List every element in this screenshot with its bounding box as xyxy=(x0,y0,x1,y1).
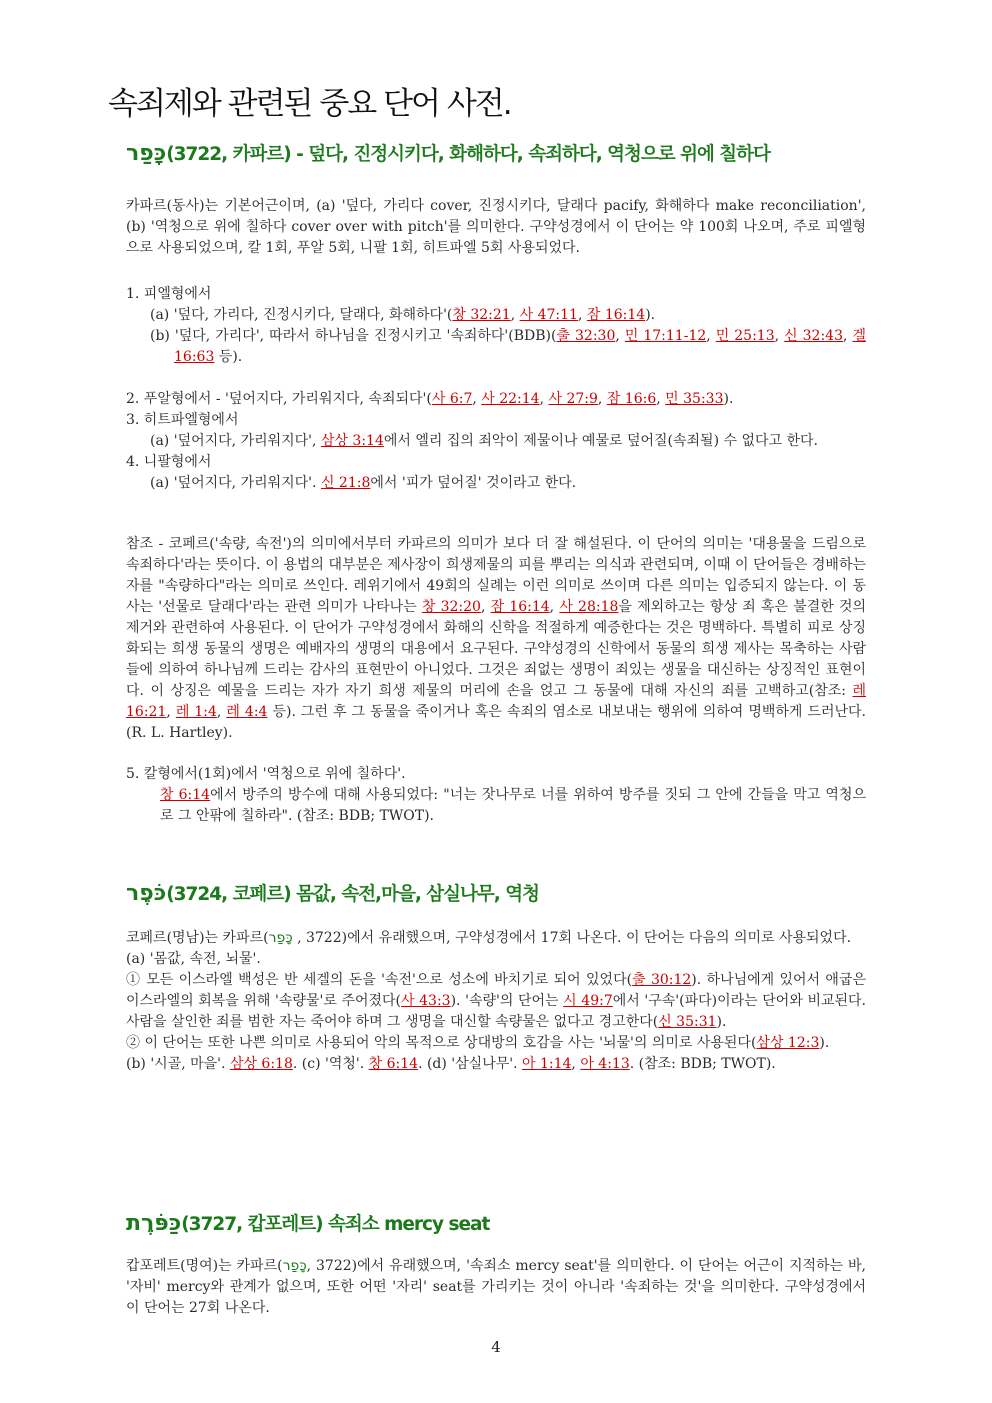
scripture-link[interactable]: 겔 16:63 xyxy=(174,328,866,365)
hebrew-word: כָּפַר xyxy=(126,141,167,166)
scripture-link[interactable]: 신 21:8 xyxy=(320,475,371,491)
hebrew-word: כָּפַר xyxy=(282,1258,307,1274)
sense-1a: (a) '덮다, 가리다, 진정시키다, 달래다, 화해하다'(창 32:21, 사 47:11, 잠 16:14). xyxy=(150,307,656,323)
hebrew-word: כַּפֹּרֶת xyxy=(126,1211,182,1236)
scripture-link[interactable]: 사 43:3 xyxy=(401,993,451,1009)
scripture-link[interactable]: 레 4:4 xyxy=(226,704,268,720)
scripture-link[interactable]: 레 1:4 xyxy=(175,704,217,720)
entry2-intro: 코페르(명남)는 카파르(כָּפַר , 3722)에서 유래했으며, 구약성경에서 17회 나온다. 이 단어는 다음의 의미로 사용되었다. xyxy=(126,930,852,946)
entry2-body xyxy=(126,928,866,1075)
sense-4a: (a) '덮어지다, 가리워지다'. 신 21:8에서 '피가 덮어질' 것이라고 한다. xyxy=(150,475,577,491)
entry-heading-text: (3722, 카파르) - 덮다, 진정시키다, 화해하다, 속죄하다, 역청으로 위에 칠하다 xyxy=(166,144,770,165)
scripture-link[interactable]: 민 35:33 xyxy=(665,391,724,407)
sense-2: 2. 푸알형에서 - '덮어지다, 가리워지다, 속죄되다'(사 6:7, 사 22:14, 사 27:9, 잠 16:6, 민 35:33). xyxy=(126,391,734,407)
entry-heading-3722 xyxy=(126,140,770,166)
hebrew-word: כָּפַר xyxy=(268,930,293,946)
scripture-link[interactable]: 출 32:30 xyxy=(556,328,616,344)
entry1-sense-5 xyxy=(126,764,866,827)
entry-heading-3727 xyxy=(126,1210,489,1236)
scripture-link[interactable]: 잠 16:14 xyxy=(586,307,646,323)
scripture-link[interactable]: 신 32:43 xyxy=(784,328,843,344)
sense-1b: (b) '덮다, 가리다', 따라서 하나님을 진정시키고 '속죄하다'(BDB)(출 32:30, 민 17:11-12, 민 25:13, 신 32:43, 겔 16:63 등). xyxy=(150,328,866,365)
entry-heading-text: (3727, 캅포레트) 속죄소 mercy seat xyxy=(181,1214,490,1235)
entry1-note: 참조 - 코페르('속량, 속전')의 의미에서부터 카파르의 의미가 보다 더 잘 해설된다. 이 단어의 의미는 '대용물을 드림으로 속죄하다'라는 뜻이다. 이 용법의 대부분은 제사장이 희생제물의 피를 뿌리는 의식과 관련되며, 이때 이 단어들은 경배하는 자를 "속량하다"라는 의미로 쓰인다. 레위기에서 49회의 실례는 이런 의미로 쓰이며 다른 의미는 입증되지 않는다. 이 동사는 '선물로 달래다'라는 관련 의미가 나타나는 창 32:20, 잠 16:14, 사 28:18을 제외하고는 항상 죄 혹은 불결한 것의 제거와 관련하여 사용된다. 이 단어가 구약성경에서 화해의 신학을 적절하게 예증한다는 것은 명백하다. 특별히 피로 상징화되는 희생 동물의 생명은 예배자의 생명의 대용에서 요구된다. 구약성경의 신학에서 동물의 희생 제사는 목축하는 사람들에 의하여 하나님께 드리는 감사의 표현만이 아니었다. 그것은 죄없는 생명이 죄있는 생물을 대신하는 상징적인 표현이다. 이 상징은 예물을 드리는 자가 자기 희생 제물의 머리에 손을 얹고 그 동물에 대해 자신의 죄를 고백하고(참조: 레 16:21, 레 1:4, 레 4:4 등). 그런 후 그 동물을 죽이거나 혹은 속죄의 염소로 내보내는 행위에 의하여 명백하게 드러난다.(R. L. Hartley). xyxy=(126,536,866,741)
scripture-link[interactable]: 사 47:11 xyxy=(519,307,578,323)
scripture-link[interactable]: 출 30:12 xyxy=(632,972,692,988)
sense-a-1: ① 모든 이스라엘 백성은 반 세겔의 돈을 '속전'으로 성소에 바치기로 되어 있었다(출 30:12). 하나님에게 있어서 애굽은 이스라엘의 회복을 위해 '속량물'로 주어졌다(사 43:3). '속량'의 단어는 시 49:7에서 '구속'(파다)이라는 단어와 비교된다. 사람을 살인한 죄를 범한 자는 죽어야 하며 그 생명을 대신할 속량물은 없다고 경고한다(신 35:31). xyxy=(126,972,867,1030)
scripture-link[interactable]: 창 6:14 xyxy=(160,787,211,803)
scripture-link[interactable]: 시 49:7 xyxy=(563,993,613,1009)
scripture-link[interactable]: 창 32:21 xyxy=(452,307,511,323)
scripture-link[interactable]: 잠 16:6 xyxy=(606,391,657,407)
scripture-link[interactable]: 사 28:18 xyxy=(559,599,619,615)
scripture-link[interactable]: 잠 16:14 xyxy=(490,599,550,615)
entry-heading-text: (3724, 코페르) 몸값, 속전,마을, 삼실나무, 역청 xyxy=(166,884,539,905)
scripture-link[interactable]: 신 35:31 xyxy=(658,1014,717,1030)
scripture-link[interactable]: 삼상 3:14 xyxy=(320,433,384,449)
scripture-link[interactable]: 창 32:20 xyxy=(421,599,481,615)
scripture-link[interactable]: 창 6:14 xyxy=(368,1056,419,1072)
entry1-intro: 카파르(동사)는 기본어근이며, (a) '덮다, 가리다 cover, 진정시키다, 달래다 pacify, 화해하다 make reconciliation', (b) '역청으로 위에 칠하다 cover over with pitch'를 의미한다. 구약성경에서 이 단어는 약 100회 나오며, 주로 피엘형으로 사용되었으며, 칼 1회, 푸알 5회, 니팔 1회, 히트파엘 5회 사용되었다. xyxy=(126,198,866,256)
scripture-link[interactable]: 사 6:7 xyxy=(431,391,473,407)
scripture-link[interactable]: 아 1:14 xyxy=(522,1056,572,1072)
sense-4-title: 4. 니팔형에서 xyxy=(126,454,212,470)
entry3-intro: 캅포레트(명여)는 카파르(כָּפַר, 3722)에서 유래했으며, '속죄소 mercy seat'를 의미한다. 이 단어는 어근이 지적하는 바, '자비' mercy와 관계가 없으며, 또한 어떤 '자리' seat를 가리키는 것이 아니라 '속죄하는 것'을 의미한다. 구약성경에서 이 단어는 27회 나온다. xyxy=(126,1258,866,1316)
page-number: 4 xyxy=(491,1338,501,1356)
sense-5-body: 창 6:14에서 방주의 방수에 대해 사용되었다: "너는 잣나무로 너를 위하여 방주를 짓되 그 안에 간들을 막고 역청으로 그 안팎에 칠하라". (참조: BDB; TWOT). xyxy=(160,787,866,824)
sense-3-title: 3. 히트파엘형에서 xyxy=(126,412,239,428)
sense-a-2: ② 이 단어는 또한 나쁜 의미로 사용되어 악의 목적으로 상대방의 호감을 사는 '뇌물'의 의미로 사용된다(삼상 12:3). xyxy=(126,1035,830,1051)
scripture-link[interactable]: 삼상 6:18 xyxy=(229,1056,293,1072)
scripture-link[interactable]: 삼상 12:3 xyxy=(756,1035,820,1051)
sense-5-title: 5. 칼형에서(1회)에서 '역청으로 위에 칠하다'. xyxy=(126,766,406,782)
scripture-link[interactable]: 사 22:14 xyxy=(481,391,540,407)
sense-3a: (a) '덮어지다, 가리워지다', 삼상 3:14에서 엘리 집의 죄악이 제물이나 예물로 덮어질(속죄될) 수 없다고 한다. xyxy=(150,433,818,449)
scripture-link[interactable]: 사 27:9 xyxy=(548,391,598,407)
scripture-link[interactable]: 레 16:21 xyxy=(126,683,866,720)
entry-heading-3724 xyxy=(126,880,539,906)
scripture-link[interactable]: 아 4:13 xyxy=(580,1056,630,1072)
senses-b-c-d: (b) '시골, 마을'. 삼상 6:18. (c) '역청'. 창 6:14. (d) '삼실나무'. 아 1:14, 아 4:13. (참조: BDB; TWOT). xyxy=(126,1056,776,1072)
sense-a: (a) '몸값, 속전, 뇌물'. xyxy=(126,951,261,967)
page-title: 속죄제와 관련된 중요 단어 사전. xyxy=(108,86,511,122)
hebrew-word: כֹּפֶר xyxy=(126,881,167,906)
scripture-link[interactable]: 민 17:11-12 xyxy=(624,328,707,344)
entry1-senses xyxy=(126,284,866,494)
sense-1-title: 1. 피엘형에서 xyxy=(126,286,212,302)
scripture-link[interactable]: 민 25:13 xyxy=(715,328,775,344)
